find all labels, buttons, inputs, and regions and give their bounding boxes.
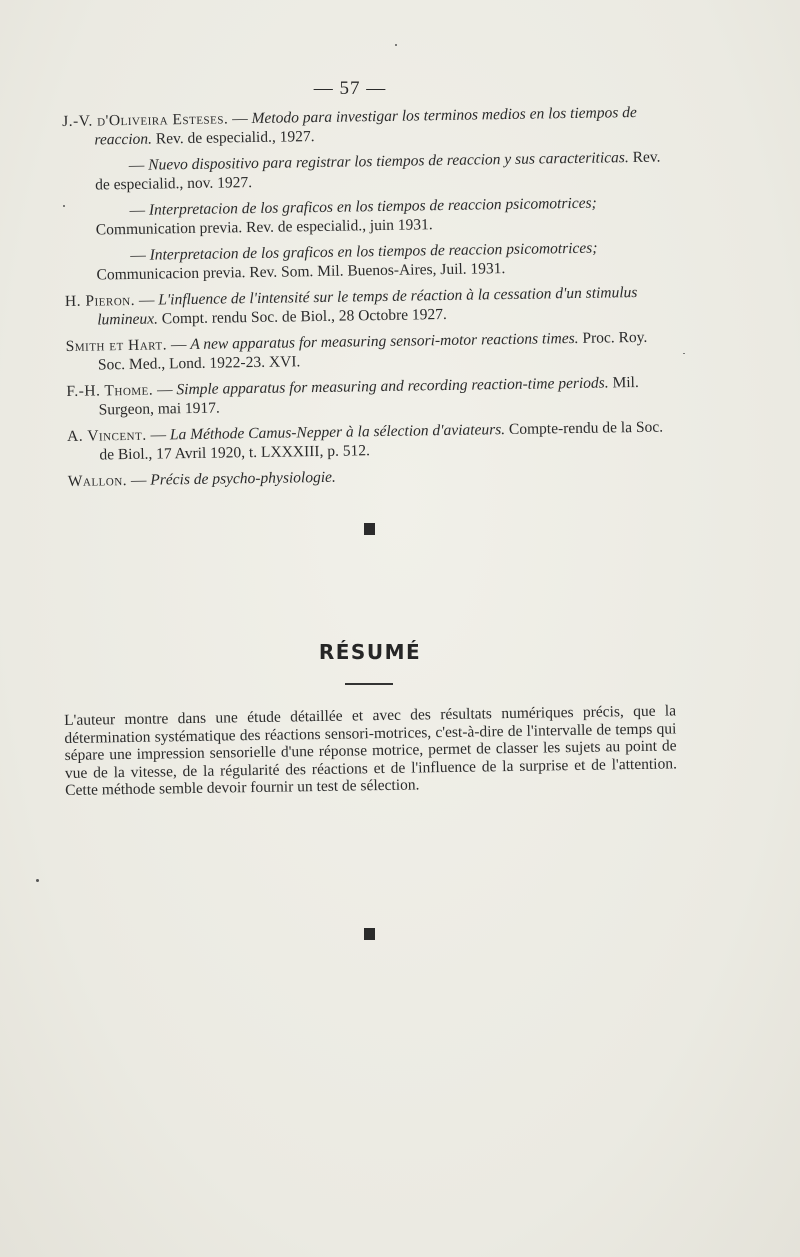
heading-rule bbox=[345, 683, 393, 685]
reference-author: A. Vincent. bbox=[66, 426, 147, 445]
reference-title: L'influence de l'intensité sur le temps de réaction à la cessation d'un stimulus lumineux. bbox=[97, 283, 638, 329]
page-number: — 57 — bbox=[313, 78, 387, 99]
reference-dash: — bbox=[126, 471, 151, 490]
reference-title: Simple apparatus for measuring and recording reaction-time periods. bbox=[176, 374, 609, 399]
resume-body bbox=[64, 702, 677, 799]
reference-source: Communication previa. Rev. de especialid., juin 1931. bbox=[95, 216, 433, 239]
reference-source: Rev. de especialid., nov. 1927. bbox=[95, 148, 661, 194]
reference-dash: — bbox=[146, 426, 171, 444]
reference-entry bbox=[63, 147, 676, 195]
bibliography bbox=[62, 102, 680, 498]
reference-author: Smith et Hart. bbox=[65, 336, 168, 355]
reference-source: Rev. de especialid., 1927. bbox=[151, 128, 315, 148]
reference-source: Proc. Roy. Soc. Med., Lond. 1922-23. XVI. bbox=[97, 328, 648, 374]
reference-source: Compte-rendu de la Soc. de Biol., 17 Avril 1920, t. LXXXIII, p. 512. bbox=[99, 418, 664, 464]
reference-title: La Méthode Camus-Nepper à la sélection d'aviateurs. bbox=[169, 421, 506, 444]
reference-dash: — bbox=[130, 246, 150, 264]
reference-entry bbox=[68, 462, 680, 491]
reference-title: A new apparatus for measuring sensori-motor reactions times. bbox=[190, 329, 579, 354]
paper-speck bbox=[395, 44, 397, 46]
resume-paragraph: L'auteur montre dans une étude détaillée et avec des résultats numériques précis, que la détermination systématique des réactions sensori-motrices, c'est-à-dire de l'intervalle de temps qui sépare une impression sensorielle d'une réponse motrice, permet de classer les sujets au point de vue de la vitesse, de la régularité des réactions et de l'influence de la surprise et de l'attention. Cette méthode semble devoir fournir un test de sélection. bbox=[64, 702, 678, 799]
separator-mark bbox=[364, 523, 375, 535]
reference-title: Metodo para investigar los terminos medios en los tiempos de reaccion. bbox=[94, 103, 637, 149]
reference-author: F.-H. Thome. bbox=[66, 381, 154, 400]
reference-author: Wallon. bbox=[67, 472, 128, 490]
reference-source: Mil. Surgeon, mai 1917. bbox=[98, 373, 639, 419]
reference-entry bbox=[66, 372, 679, 420]
reference-author: J.-V. d'Oliveira Esteses. bbox=[62, 110, 229, 130]
reference-title: Précis de psycho-physiologie. bbox=[150, 468, 336, 489]
reference-title: Interpretacion de los graficos en los tiempos de reaccion psicomotrices; bbox=[148, 194, 597, 219]
resume-heading: RÉSUMÉ bbox=[318, 640, 422, 664]
reference-author: H. Pieron. bbox=[64, 291, 136, 310]
reference-entry bbox=[63, 192, 676, 240]
paper-speck bbox=[36, 879, 39, 882]
reference-entry bbox=[62, 102, 675, 150]
reference-dash: — bbox=[134, 291, 159, 309]
reference-dash: — bbox=[153, 381, 177, 399]
reference-dash: — bbox=[228, 110, 252, 128]
reference-title: Nuevo dispositivo para registrar los tiempos de reaccion y sus caracteriticas. bbox=[148, 149, 629, 174]
reference-source: Communicacion previa. Rev. Som. Mil. Buenos-Aires, Juil. 1931. bbox=[96, 260, 506, 284]
reference-entry bbox=[67, 417, 680, 465]
separator-mark bbox=[364, 928, 375, 940]
paper-speck bbox=[683, 353, 685, 354]
reference-title: Interpretacion de los graficos en los tiempos de reaccion psicomotrices; bbox=[149, 239, 598, 264]
reference-dash: — bbox=[166, 336, 191, 354]
reference-dash: — bbox=[128, 156, 149, 174]
reference-dash: — bbox=[129, 201, 150, 219]
reference-entry bbox=[64, 237, 677, 285]
reference-entry bbox=[66, 327, 679, 375]
reference-entry bbox=[65, 282, 678, 330]
paper-speck bbox=[63, 205, 65, 207]
reference-source: Compt. rendu Soc. de Biol., 28 Octobre 1927. bbox=[157, 305, 447, 328]
